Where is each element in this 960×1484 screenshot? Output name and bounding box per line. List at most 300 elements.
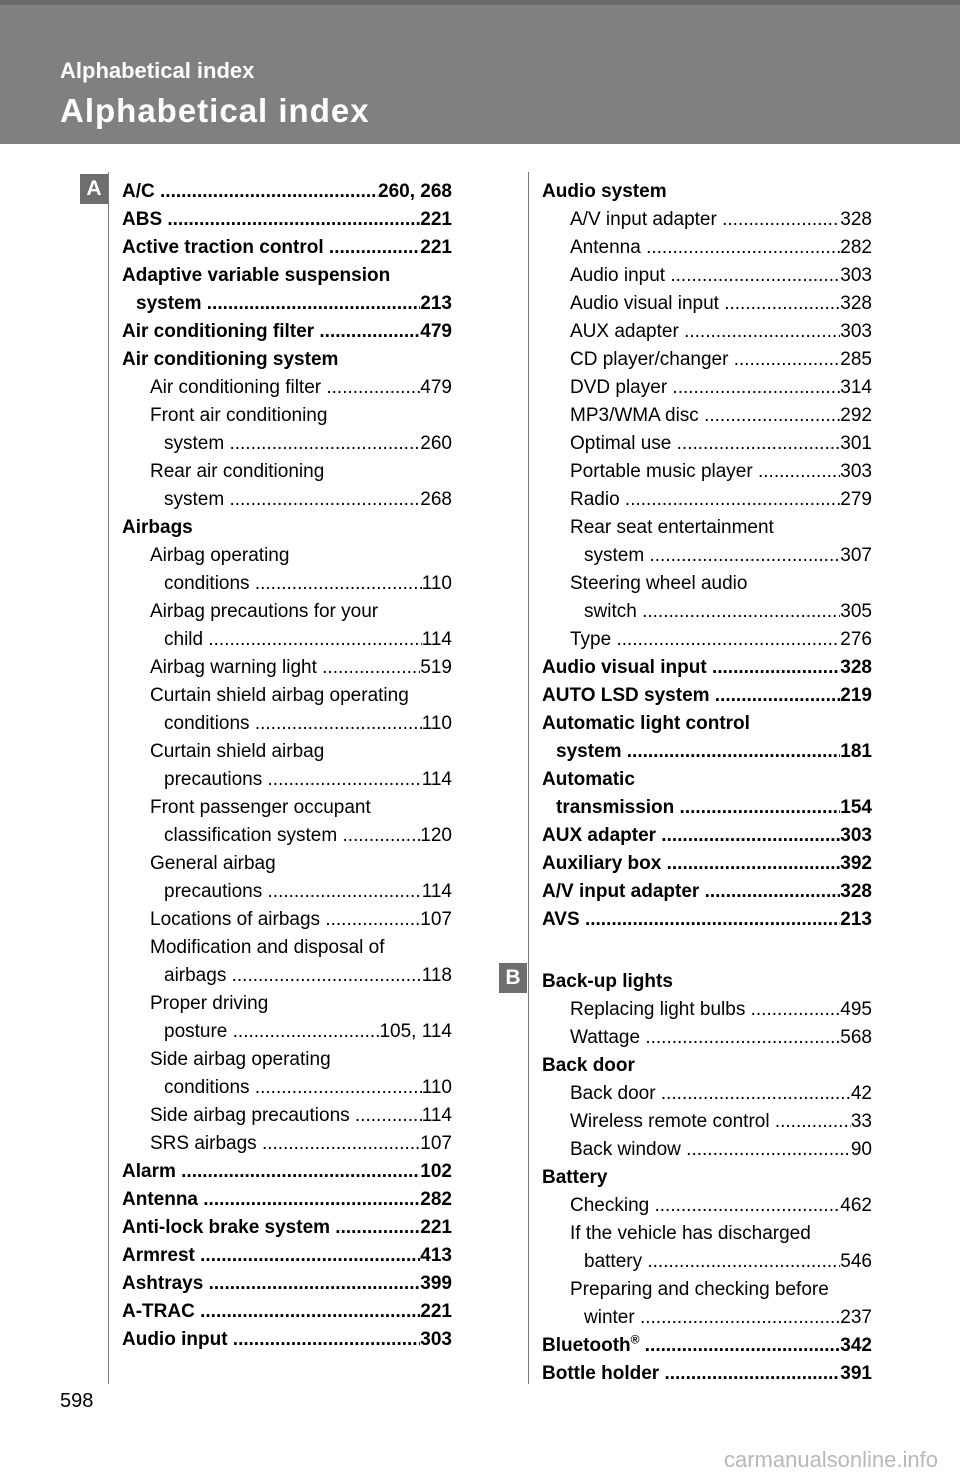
- page-reference: 221: [420, 1301, 452, 1322]
- index-term-text: General airbag: [150, 853, 276, 874]
- index-subentry: [122, 402, 452, 430]
- index-term-text: precautions: [164, 769, 263, 790]
- header-top-line: [0, 0, 960, 5]
- index-term-text: Proper driving: [150, 993, 269, 1014]
- page-reference: 292: [840, 405, 872, 426]
- index-term: [122, 1186, 420, 1214]
- index-term: [122, 206, 420, 234]
- index-term: [542, 1052, 635, 1080]
- index-term: [150, 374, 420, 402]
- index-term-text: system: [136, 293, 202, 314]
- index-term-text: Automatic light control: [542, 713, 750, 734]
- index-term-text: Battery: [542, 1167, 608, 1188]
- index-entry: [542, 710, 872, 738]
- index-column-left: [122, 178, 452, 1354]
- index-term: [150, 990, 268, 1018]
- index-term-text: Adaptive variable suspension: [122, 265, 391, 286]
- index-term-text: AUTO LSD system: [542, 685, 710, 706]
- page-reference: 260, 268: [378, 181, 452, 202]
- index-term: [150, 794, 371, 822]
- index-term: [122, 262, 390, 290]
- page-reference: 114: [421, 769, 452, 790]
- index-entry: [542, 654, 872, 682]
- index-subentry: [542, 234, 872, 262]
- index-term: [570, 262, 840, 290]
- index-term: [584, 598, 840, 626]
- index-term-text: AUX adapter: [542, 825, 657, 846]
- page-reference: 237: [840, 1307, 872, 1328]
- index-term-text: A/C: [122, 181, 155, 202]
- page-reference: 285: [840, 349, 872, 370]
- section-letter-b: B: [499, 963, 527, 993]
- index-subentry: [542, 570, 872, 598]
- index-term: [570, 1108, 851, 1136]
- index-subentry: [542, 514, 872, 542]
- index-term-text: Bottle holder: [542, 1363, 660, 1384]
- index-term-text: Curtain shield airbag: [150, 741, 325, 762]
- index-subentry: [542, 1304, 872, 1332]
- page-reference: 314: [840, 377, 872, 398]
- index-term-text: Airbag operating: [150, 545, 290, 566]
- index-subentry: [542, 1248, 872, 1276]
- index-subentry: [122, 878, 452, 906]
- index-subentry: [122, 822, 452, 850]
- page-reference: 42: [850, 1083, 872, 1104]
- index-subentry: [122, 486, 452, 514]
- index-entry: [122, 262, 452, 290]
- index-entry: [122, 234, 452, 262]
- index-term-text: Back window: [570, 1139, 681, 1160]
- index-subentry: [542, 598, 872, 626]
- index-term: [570, 1024, 840, 1052]
- index-entry: [122, 1158, 452, 1186]
- index-term: [542, 710, 750, 738]
- index-term: [122, 346, 338, 374]
- index-entry: [542, 794, 872, 822]
- index-term-text: switch: [584, 601, 637, 622]
- page-reference: 399: [420, 1273, 452, 1294]
- index-term: [122, 1270, 420, 1298]
- index-term-text: system: [164, 489, 225, 510]
- index-term: [150, 1046, 331, 1074]
- watermark: carmanualsonline.info: [723, 1447, 938, 1472]
- index-term-text: posture: [164, 1021, 228, 1042]
- index-term: [542, 1332, 840, 1360]
- index-term-text: Antenna: [122, 1189, 198, 1210]
- page-reference: 303: [840, 321, 872, 342]
- page-reference: 568: [840, 1027, 872, 1048]
- index-term-text: Armrest: [122, 1245, 195, 1266]
- index-term: [570, 346, 840, 374]
- index-term-text: airbags: [164, 965, 227, 986]
- page-reference: 282: [420, 1189, 452, 1210]
- index-subentry: [122, 850, 452, 878]
- page-reference: 221: [420, 1217, 452, 1238]
- index-term-text: Side airbag precautions: [150, 1105, 350, 1126]
- index-term-text: Wireless remote control: [570, 1111, 770, 1132]
- index-term: [556, 794, 840, 822]
- index-term-text: A/V input adapter: [570, 209, 717, 230]
- index-term-text: Airbag precautions for your: [150, 601, 379, 622]
- index-term-text: AVS: [542, 909, 580, 930]
- page-reference: 221: [420, 209, 452, 230]
- page-reference: 392: [840, 853, 872, 874]
- index-term: [542, 850, 840, 878]
- page-reference: 114: [421, 881, 452, 902]
- column-divider-middle: [528, 172, 529, 1384]
- index-term-text: Air conditioning filter: [150, 377, 322, 398]
- page-reference: 120: [420, 825, 452, 846]
- index-subentry: [542, 542, 872, 570]
- index-term-text: Back door: [542, 1055, 635, 1076]
- index-term: [542, 878, 840, 906]
- page-reference: 495: [840, 999, 872, 1020]
- index-term-text: Steering wheel audio: [570, 573, 748, 594]
- index-term: [150, 458, 324, 486]
- index-term-text: system: [164, 433, 225, 454]
- index-entry: [542, 766, 872, 794]
- index-subentry: [542, 290, 872, 318]
- index-term-text: MP3/WMA disc: [570, 405, 699, 426]
- index-term-text: Wattage: [570, 1027, 641, 1048]
- page-reference: 391: [840, 1363, 872, 1384]
- index-term: [122, 178, 378, 206]
- index-entry: [542, 878, 872, 906]
- index-entry: [122, 514, 452, 542]
- index-term: [542, 968, 673, 996]
- page-reference: 181: [840, 741, 872, 762]
- index-subentry: [542, 374, 872, 402]
- column-divider-left: [108, 172, 109, 1384]
- index-term-text: Bluetooth: [542, 1335, 631, 1356]
- index-subentry: [542, 1108, 872, 1136]
- index-term-text: DVD player: [570, 377, 668, 398]
- index-entry: [122, 1214, 452, 1242]
- page-reference: 303: [840, 265, 872, 286]
- index-entry: [542, 850, 872, 878]
- page-reference: 90: [850, 1139, 872, 1160]
- page-reference: 110: [421, 713, 452, 734]
- index-subentry: [542, 486, 872, 514]
- index-term-text: Air conditioning system: [122, 349, 339, 370]
- section-letter-a: A: [80, 174, 108, 204]
- index-subentry: [122, 626, 452, 654]
- index-entry: [122, 290, 452, 318]
- index-subentry: [542, 1024, 872, 1052]
- index-entry: [122, 318, 452, 346]
- index-term: [150, 906, 420, 934]
- index-term: [570, 374, 840, 402]
- index-entry: [122, 206, 452, 234]
- index-term: [122, 1298, 420, 1326]
- index-subentry: [122, 570, 452, 598]
- index-term-text: battery: [584, 1251, 643, 1272]
- index-subentry: [122, 458, 452, 486]
- page-reference: 479: [420, 377, 452, 398]
- index-subentry: [122, 542, 452, 570]
- index-term-text: Ashtrays: [122, 1273, 204, 1294]
- index-term: [570, 1220, 811, 1248]
- index-term: [542, 822, 840, 850]
- page-reference: 546: [840, 1251, 872, 1272]
- index-term-text: Audio visual input: [542, 657, 707, 678]
- index-entry: [542, 682, 872, 710]
- index-subentry: [122, 1102, 452, 1130]
- index-term-text: Back-up lights: [542, 971, 673, 992]
- index-term-text: Replacing light bulbs: [570, 999, 746, 1020]
- index-term: [570, 996, 840, 1024]
- index-term-text: Auxiliary box: [542, 853, 662, 874]
- index-term: [150, 402, 327, 430]
- index-entry: [122, 1298, 452, 1326]
- index-subentry: [122, 654, 452, 682]
- index-term-text: Antenna: [570, 237, 641, 258]
- page-reference: 342: [840, 1335, 872, 1356]
- index-subentry: [122, 794, 452, 822]
- index-subentry: [122, 430, 452, 458]
- index-term: [122, 1158, 420, 1186]
- index-subentry: [542, 262, 872, 290]
- index-term-text: precautions: [164, 881, 263, 902]
- index-term: [164, 878, 422, 906]
- index-subentry: [542, 1220, 872, 1248]
- index-term: [164, 570, 422, 598]
- index-term: [570, 290, 840, 318]
- index-term-text: conditions: [164, 713, 250, 734]
- index-entry: [122, 346, 452, 374]
- index-term: [150, 1102, 422, 1130]
- index-term: [570, 318, 840, 346]
- page-header: [0, 0, 960, 144]
- index-term-text: Modification and disposal of: [150, 937, 385, 958]
- index-term-text: system: [556, 741, 622, 762]
- index-term: [570, 1080, 851, 1108]
- index-entry: [542, 738, 872, 766]
- index-term: [584, 542, 840, 570]
- index-subentry: [542, 430, 872, 458]
- index-term: [150, 1130, 420, 1158]
- index-term: [570, 1136, 851, 1164]
- page-reference: 154: [840, 797, 872, 818]
- index-term-text: Checking: [570, 1195, 650, 1216]
- page-reference: 114: [421, 1105, 452, 1126]
- page-reference: 303: [840, 825, 872, 846]
- index-term: [570, 234, 840, 262]
- index-term: [542, 682, 840, 710]
- index-subentry: [122, 962, 452, 990]
- index-term: [150, 598, 378, 626]
- index-term-text: system: [584, 545, 645, 566]
- index-term: [570, 1192, 840, 1220]
- index-term: [136, 290, 420, 318]
- index-subentry: [122, 1074, 452, 1102]
- index-subentry: [122, 766, 452, 794]
- index-term-text: Active traction control: [122, 237, 324, 258]
- index-term: [570, 514, 774, 542]
- index-term: [584, 1248, 840, 1276]
- page-reference: 105, 114: [379, 1021, 452, 1042]
- index-term-text: Front air conditioning: [150, 405, 328, 426]
- page-reference: 118: [421, 965, 452, 986]
- section-gap: [542, 934, 872, 968]
- index-term-text: Locations of airbags: [150, 909, 321, 930]
- page-reference: 328: [840, 209, 872, 230]
- index-entry: [122, 1326, 452, 1354]
- index-subentry: [542, 206, 872, 234]
- index-term: [150, 738, 324, 766]
- index-term-text: Alarm: [122, 1161, 176, 1182]
- index-term: [164, 766, 422, 794]
- index-subentry: [542, 1276, 872, 1304]
- index-entry: [542, 906, 872, 934]
- index-term-text: conditions: [164, 1077, 250, 1098]
- index-entry: [542, 1052, 872, 1080]
- index-column-right: [542, 178, 872, 1388]
- index-term: [570, 430, 840, 458]
- index-term-text: Preparing and checking before: [570, 1279, 829, 1300]
- index-term: [542, 654, 840, 682]
- index-subentry: [542, 1080, 872, 1108]
- index-term-text: Audio system: [542, 181, 667, 202]
- index-term: [570, 626, 840, 654]
- index-subentry: [122, 906, 452, 934]
- index-entry: [122, 1186, 452, 1214]
- index-entry: [122, 1242, 452, 1270]
- index-term-text: Type: [570, 629, 612, 650]
- index-subentry: [122, 1046, 452, 1074]
- page-number: 598: [60, 1390, 94, 1412]
- page-reference: 462: [840, 1195, 872, 1216]
- index-term: [164, 626, 422, 654]
- index-term: [164, 1018, 379, 1046]
- index-term: [150, 654, 420, 682]
- index-term-text: Radio: [570, 489, 620, 510]
- index-entry: [542, 1332, 872, 1360]
- index-term-text: Audio visual input: [570, 293, 719, 314]
- page-reference: 213: [840, 909, 872, 930]
- index-term: [164, 710, 422, 738]
- page-reference: 33: [850, 1111, 872, 1132]
- index-subentry: [122, 682, 452, 710]
- index-term: [150, 542, 289, 570]
- index-term: [164, 486, 420, 514]
- registered-mark: ®: [630, 1332, 640, 1347]
- index-subentry: [122, 1018, 452, 1046]
- index-term-text: Audio input: [122, 1329, 228, 1350]
- index-term: [542, 178, 667, 206]
- index-term: [122, 1214, 420, 1242]
- index-term-text: If the vehicle has discharged: [570, 1223, 811, 1244]
- index-term: [164, 430, 420, 458]
- index-entry: [122, 178, 452, 206]
- index-term: [570, 1276, 829, 1304]
- page-reference: 114: [421, 629, 452, 650]
- index-term-text: Portable music player: [570, 461, 753, 482]
- page-reference: 328: [840, 881, 872, 902]
- index-term-text: transmission: [556, 797, 675, 818]
- page-reference: 219: [840, 685, 872, 706]
- page-reference: 260: [420, 433, 452, 454]
- page-reference: 305: [840, 601, 872, 622]
- index-term: [542, 766, 635, 794]
- index-entry: [542, 178, 872, 206]
- index-subentry: [542, 996, 872, 1024]
- index-term-text: ABS: [122, 209, 163, 230]
- index-subentry: [122, 990, 452, 1018]
- index-term: [570, 206, 840, 234]
- page-reference: 413: [420, 1245, 452, 1266]
- index-subentry: [122, 374, 452, 402]
- page-reference: 221: [420, 237, 452, 258]
- index-term-text: Front passenger occupant: [150, 797, 371, 818]
- index-subentry: [122, 710, 452, 738]
- index-term: [570, 458, 840, 486]
- index-term-text: Side airbag operating: [150, 1049, 331, 1070]
- index-term-text: child: [164, 629, 204, 650]
- page-reference: 110: [421, 573, 452, 594]
- index-entry: [122, 1270, 452, 1298]
- page-reference: 307: [840, 545, 872, 566]
- page-reference: 268: [420, 489, 452, 510]
- index-term: [122, 234, 420, 262]
- index-term-text: Air conditioning filter: [122, 321, 315, 342]
- page-reference: 107: [420, 909, 452, 930]
- page-reference: 303: [420, 1329, 452, 1350]
- index-term: [542, 1164, 607, 1192]
- page-reference: 279: [840, 489, 872, 510]
- index-term: [122, 1326, 420, 1354]
- index-term-text: Rear air conditioning: [150, 461, 325, 482]
- index-term-text: A-TRAC: [122, 1301, 195, 1322]
- index-term: [542, 906, 840, 934]
- index-term: [150, 682, 409, 710]
- index-term-text: Back door: [570, 1083, 656, 1104]
- index-subentry: [542, 318, 872, 346]
- index-subentry: [122, 738, 452, 766]
- index-term-text: classification system: [164, 825, 338, 846]
- index-term-text: CD player/changer: [570, 349, 729, 370]
- page-reference: 328: [840, 293, 872, 314]
- index-term-text: Anti-lock brake system: [122, 1217, 331, 1238]
- index-subentry: [122, 1130, 452, 1158]
- index-term: [584, 1304, 840, 1332]
- index-subentry: [122, 598, 452, 626]
- index-term-text: Optimal use: [570, 433, 672, 454]
- index-entry: [542, 1164, 872, 1192]
- page-reference: 276: [840, 629, 872, 650]
- index-subentry: [542, 402, 872, 430]
- index-entry: [542, 968, 872, 996]
- index-term-text: AUX adapter: [570, 321, 679, 342]
- index-term-text: Rear seat entertainment: [570, 517, 774, 538]
- index-term-text: Automatic: [542, 769, 635, 790]
- index-subentry: [542, 1136, 872, 1164]
- index-term-text: Audio input: [570, 265, 666, 286]
- index-term: [150, 850, 276, 878]
- index-entry: [542, 822, 872, 850]
- page-reference: 282: [840, 237, 872, 258]
- index-subentry: [122, 934, 452, 962]
- index-subentry: [542, 458, 872, 486]
- page-reference: 519: [420, 657, 452, 678]
- index-term: [556, 738, 840, 766]
- page-reference: 303: [840, 461, 872, 482]
- page-reference: 479: [420, 321, 452, 342]
- index-term: [122, 514, 193, 542]
- index-term-text: winter: [584, 1307, 635, 1328]
- index-subentry: [542, 626, 872, 654]
- index-entry: [542, 1360, 872, 1388]
